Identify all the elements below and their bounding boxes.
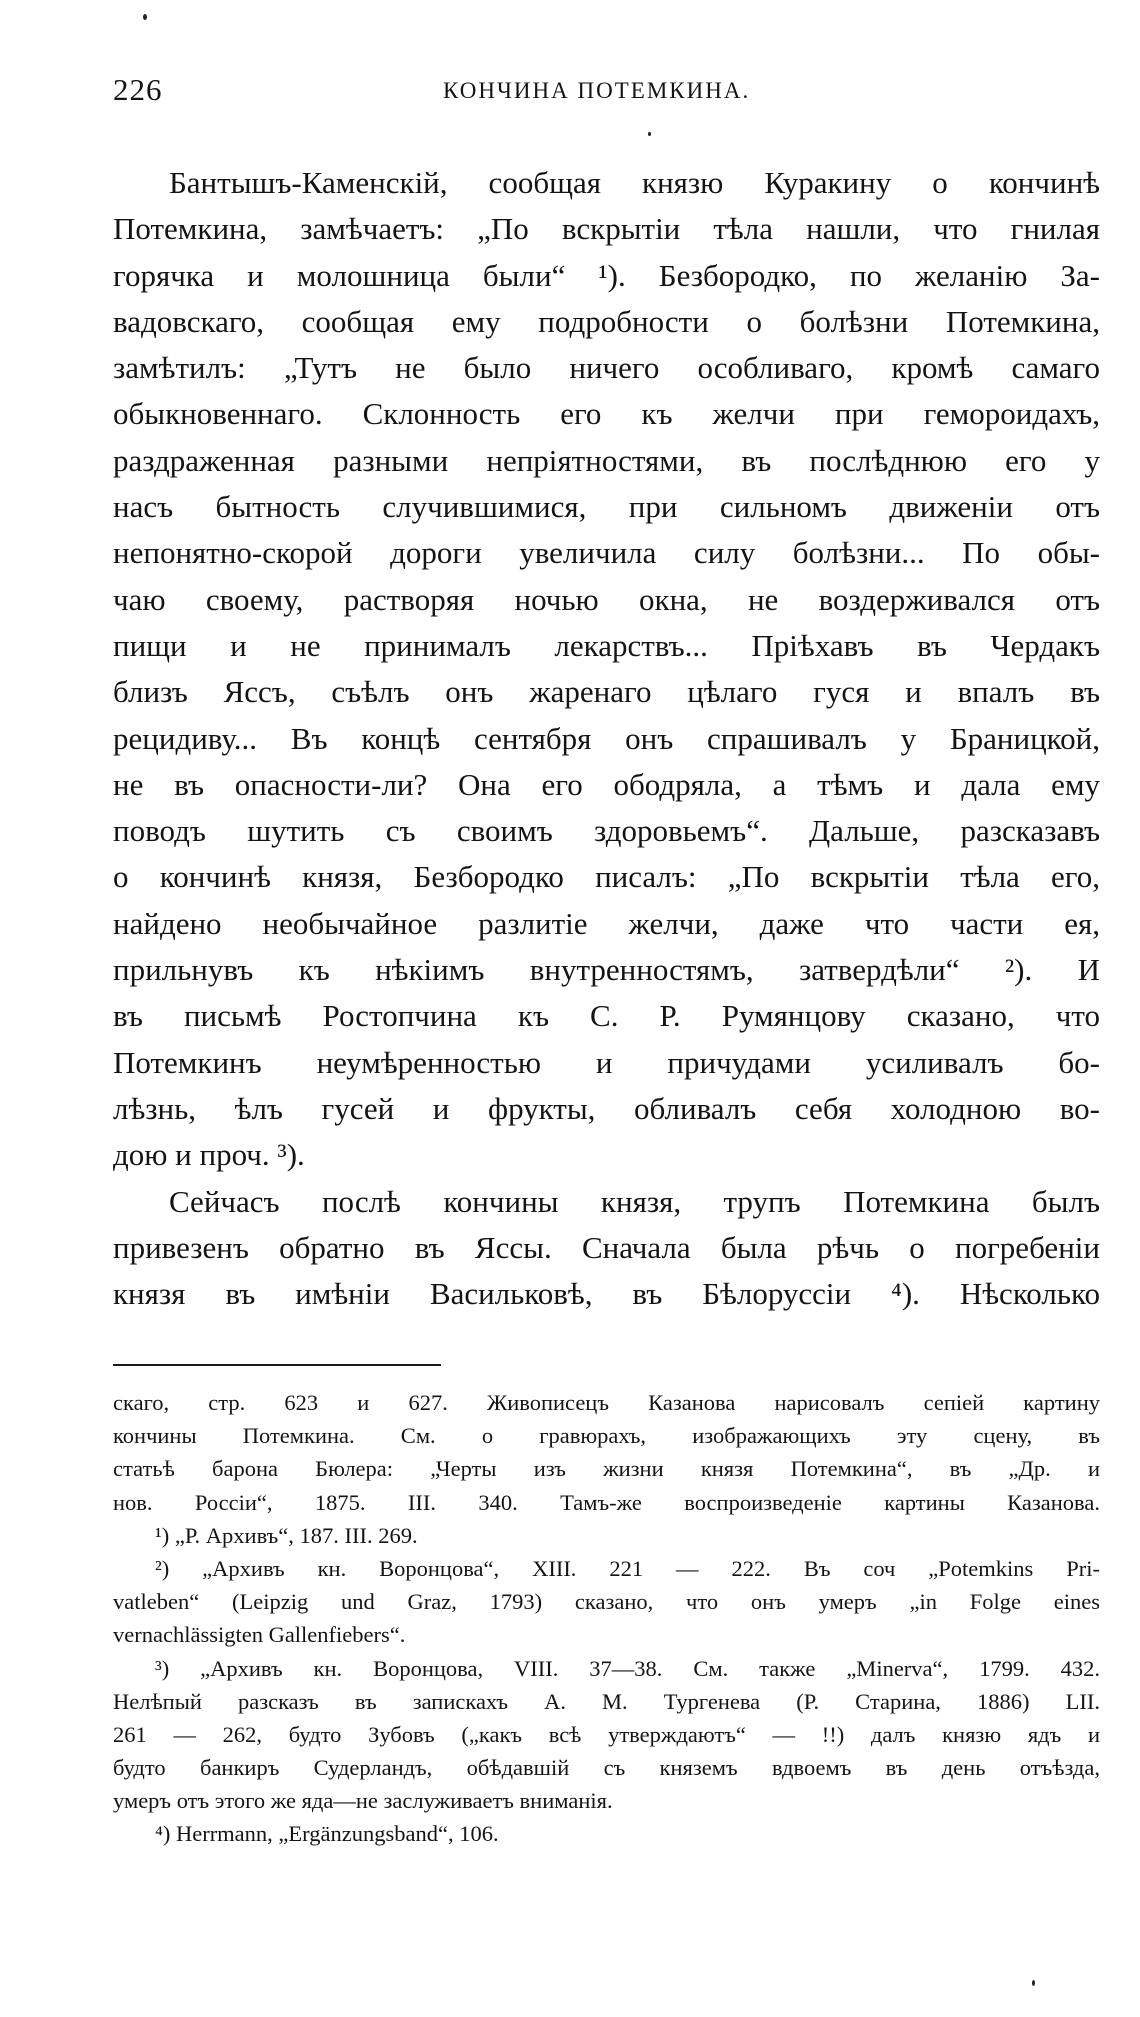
body-line: лѣзнь, ѣлъ гусей и фрукты, обливалъ себя холодною во-	[113, 1090, 1100, 1126]
footnote-line: умеръ отъ этого же яда—не заслуживаетъ вниманія.	[113, 1788, 613, 1814]
footnote-line: ¹) „Р. Архивъ“, 187. III. 269.	[155, 1522, 418, 1548]
body-line: не въ опасности-ли? Она его ободряла, а тѣмъ и дала ему	[113, 766, 1100, 802]
body-line: вадовскаго, сообщая ему подробности о болѣзни Потемкина,	[113, 303, 1100, 339]
body-line: непонятно-скорой дороги увеличила силу болѣзни... По обы-	[113, 535, 1100, 571]
body-line: найдено необычайное разлитіе желчи, даже что части ея,	[113, 905, 1100, 941]
body-line: дою и проч. ³).	[113, 1137, 305, 1173]
footnote-line: будто банкиръ Судерландъ, обѣдавшій съ княземъ вдвоемъ въ день отъѣзда,	[113, 1755, 1100, 1781]
body-line: раздраженная разными непріятностями, въ послѣднюю его у	[113, 442, 1100, 478]
body-line: Потемкина, замѣчаетъ: „По вскрытіи тѣла нашли, что гнилая	[113, 211, 1100, 247]
footnote-line: vatleben“ (Leipzig und Graz, 1793) сказано, что онъ умеръ „in Folge eines	[113, 1589, 1100, 1615]
footnote-line: Нелѣпый разсказъ въ запискахъ А. М. Тургенева (Р. Старина, 1886) LII.	[113, 1688, 1100, 1714]
body-line: насъ бытность случившимися, при сильномъ движеніи отъ	[113, 489, 1100, 525]
body-line: Бантышъ-Каменскій, сообщая князю Куракину о кончинѣ	[169, 165, 1100, 200]
footnotes	[113, 1386, 1100, 1851]
body-line: Потемкинъ неумѣренностью и причудами усиливалъ бо-	[113, 1044, 1100, 1080]
body-line: обыкновеннаго. Склонность его къ желчи при гемороидахъ,	[113, 396, 1100, 432]
running-head: КОНЧИНА ПОТЕМКИНА.	[443, 78, 751, 103]
footnote-line: нов. Россіи“, 1875. III. 340. Тамъ-же воспроизведеніе картины Казанова.	[113, 1489, 1100, 1515]
body-line: прильнувъ къ нѣкіимъ внутренностямъ, затвердѣли“ ²). И	[113, 952, 1100, 988]
footnote-line: скаго, стр. 623 и 627. Живописецъ Казанова нарисовалъ сепіей картину	[113, 1390, 1100, 1415]
body-line: рецидиву... Въ концѣ сентября онъ спрашивалъ у Браницкой,	[113, 720, 1100, 756]
body-line: о кончинѣ князя, Безбородко писалъ: „По вскрытіи тѣла его,	[113, 859, 1100, 895]
body-line: Сейчасъ послѣ кончины князя, трупъ Потемкина былъ	[169, 1183, 1100, 1219]
body-line: пищи и не принималъ лекарствъ... Пріѣхавъ въ Чердакъ	[113, 627, 1100, 663]
body-line: близъ Яссъ, съѣлъ онъ жаренаго цѣлаго гуся и впалъ въ	[113, 674, 1100, 710]
footnote-line: статьѣ барона Бюлера: „Черты изъ жизни князя Потемкина“, въ „Др. и	[113, 1456, 1100, 1482]
ink-speck	[1032, 1980, 1035, 1986]
footnote-line: ⁴) Herrmann, „Ergänzungsband“, 106.	[155, 1821, 499, 1847]
body-line: князя въ имѣніи Васильковѣ, въ Бѣлоруссіи ⁴). Нѣсколько	[113, 1276, 1100, 1312]
footnote-line: ³) „Архивъ кн. Воронцова, VIII. 37—38. См. также „Minerva“, 1799. 432.	[155, 1655, 1100, 1681]
footnote-line: 261 — 262, будто Зубовъ („какъ всѣ утверждаютъ“ — !!) далъ князю ядъ и	[113, 1721, 1100, 1747]
footnote-line: ²) „Архивъ кн. Воронцова“, XIII. 221 — 222. Въ соч „Potemkins Pri-	[155, 1555, 1100, 1581]
body-line: въ письмѣ Ростопчина къ С. Р. Румянцову сказано, что	[113, 998, 1100, 1034]
main-text	[113, 160, 1100, 1317]
page-header	[113, 72, 1100, 122]
page-number: 226	[113, 72, 163, 107]
body-line: горячка и молошница были“ ¹). Безбородко, по желанію За-	[113, 257, 1100, 293]
ink-speck	[143, 14, 147, 20]
body-line: чаю своему, растворяя ночью окна, не воздерживался отъ	[113, 581, 1100, 617]
body-line: поводъ шутить съ своимъ здоровьемъ“. Дальше, разсказавъ	[113, 813, 1100, 849]
footnote-separator	[113, 1364, 441, 1366]
body-line: привезенъ обратно въ Яссы. Сначала была рѣчь о погребеніи	[113, 1229, 1100, 1265]
footnote-line: vernachlässigten Gallenfiebers“.	[113, 1622, 406, 1648]
ink-speck	[648, 132, 651, 136]
body-line: замѣтилъ: „Тутъ не было ничего особливаго, кромѣ самаго	[113, 350, 1100, 386]
footnote-line: кончины Потемкина. См. о гравюрахъ, изображающихъ эту сцену, въ	[113, 1423, 1100, 1449]
